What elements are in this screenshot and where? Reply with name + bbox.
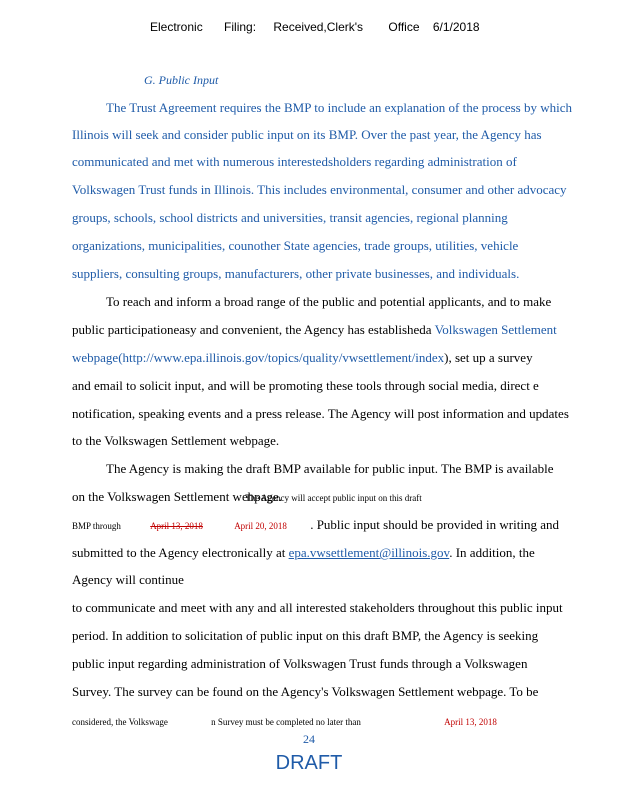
para1-line: Volkswagen Trust funds in Illinois. This includes environmental, consumer and other advocacy <box>72 182 567 197</box>
para1-line: Illinois will seek and consider public input on its BMP. Over the past year, the Agency has <box>72 127 542 142</box>
vw-settlement-link-text[interactable]: Volkswagen Settlement <box>434 322 557 337</box>
para3-line <box>72 517 559 534</box>
header-word: Received,Clerk's <box>273 20 364 34</box>
filing-stamp-header <box>150 20 480 34</box>
header-word: Filing: <box>224 20 257 34</box>
para3-line: The Agency is making the draft BMP available for public input. The BMP is available <box>106 461 554 476</box>
revision-note-text: considered, the Volkswage <box>72 717 168 727</box>
para1-line: The Trust Agreement requires the BMP to include an explanation of the process by which <box>106 100 572 115</box>
email-link[interactable]: epa.vwsettlement@illinois.gov <box>288 545 450 560</box>
para1-line: suppliers, consulting groups, manufacturers, other private businesses, and individuals. <box>72 266 520 281</box>
inserted-date: April 20, 2018 <box>234 521 287 531</box>
para3-line: period. In addition to solicitation of public input on this draft BMP, the Agency is seeking <box>72 628 539 643</box>
para2-line: and email to solicit input, and will be promoting these tools through social media, direct e <box>72 378 539 393</box>
para2-text: ), set up a survey <box>444 350 533 365</box>
para2-line: notification, speaking events and a press release. The Agency will post information and updates <box>72 406 569 421</box>
revision-note <box>72 713 497 730</box>
para2-line: to the Volkswagen Settlement webpage. <box>72 433 280 448</box>
para3-line: Survey. The survey can be found on the Agency's Volkswagen Settlement webpage. To be <box>72 684 539 699</box>
para3-line <box>72 545 535 561</box>
para1-line: organizations, municipalities, counother State agencies, trade groups, utilities, vehicle <box>72 238 519 253</box>
revision-insert: The Agency will accept public input on this draft <box>245 493 422 503</box>
para3-line: to communicate and meet with any and all interested stakeholders throughout this public input <box>72 600 563 615</box>
para3-line: Agency will continue <box>72 572 184 587</box>
section-heading: G. Public Input <box>144 73 219 87</box>
webpage-label: webpage( <box>72 350 123 365</box>
header-word: 6/1/2018 <box>432 20 480 34</box>
para3-text: . Public input should be provided in writing and <box>310 517 559 532</box>
revision-insert: BMP through <box>72 521 121 531</box>
page-number: 24 <box>303 732 315 746</box>
deleted-date: April 13, 2018 <box>150 521 203 531</box>
revision-note-text: n Survey must be completed no later than <box>211 717 361 727</box>
para2-line: To reach and inform a broad range of the public and potential applicants, and to make <box>106 294 552 309</box>
para1-line: groups, schools, school districts and universities, transit agencies, regional planning <box>72 210 508 225</box>
para1-line: communicated and met with numerous interestedsholders regarding administration of <box>72 154 517 169</box>
draft-watermark: DRAFT <box>275 752 343 774</box>
header-word: Office <box>388 20 420 34</box>
header-word: Electronic <box>150 20 203 34</box>
para2-text: public participationeasy and convenient, the Agency has establisheda <box>72 322 432 337</box>
para3-text: . In addition, the <box>449 545 535 560</box>
para3-line: public input regarding administration of Volkswagen Trust funds through a Volkswagen <box>72 656 528 671</box>
para3-text: on the Volkswagen Settlement webpage. <box>72 489 283 504</box>
revision-note-date: April 13, 2018 <box>444 717 497 727</box>
para2-line <box>72 350 533 366</box>
para3-line <box>72 489 422 506</box>
para2-line <box>72 322 557 338</box>
para3-text: submitted to the Agency electronically at <box>72 545 286 560</box>
webpage-url-link[interactable]: http://www.epa.illinois.gov/topics/quality/vwsettlement/index <box>122 350 445 365</box>
